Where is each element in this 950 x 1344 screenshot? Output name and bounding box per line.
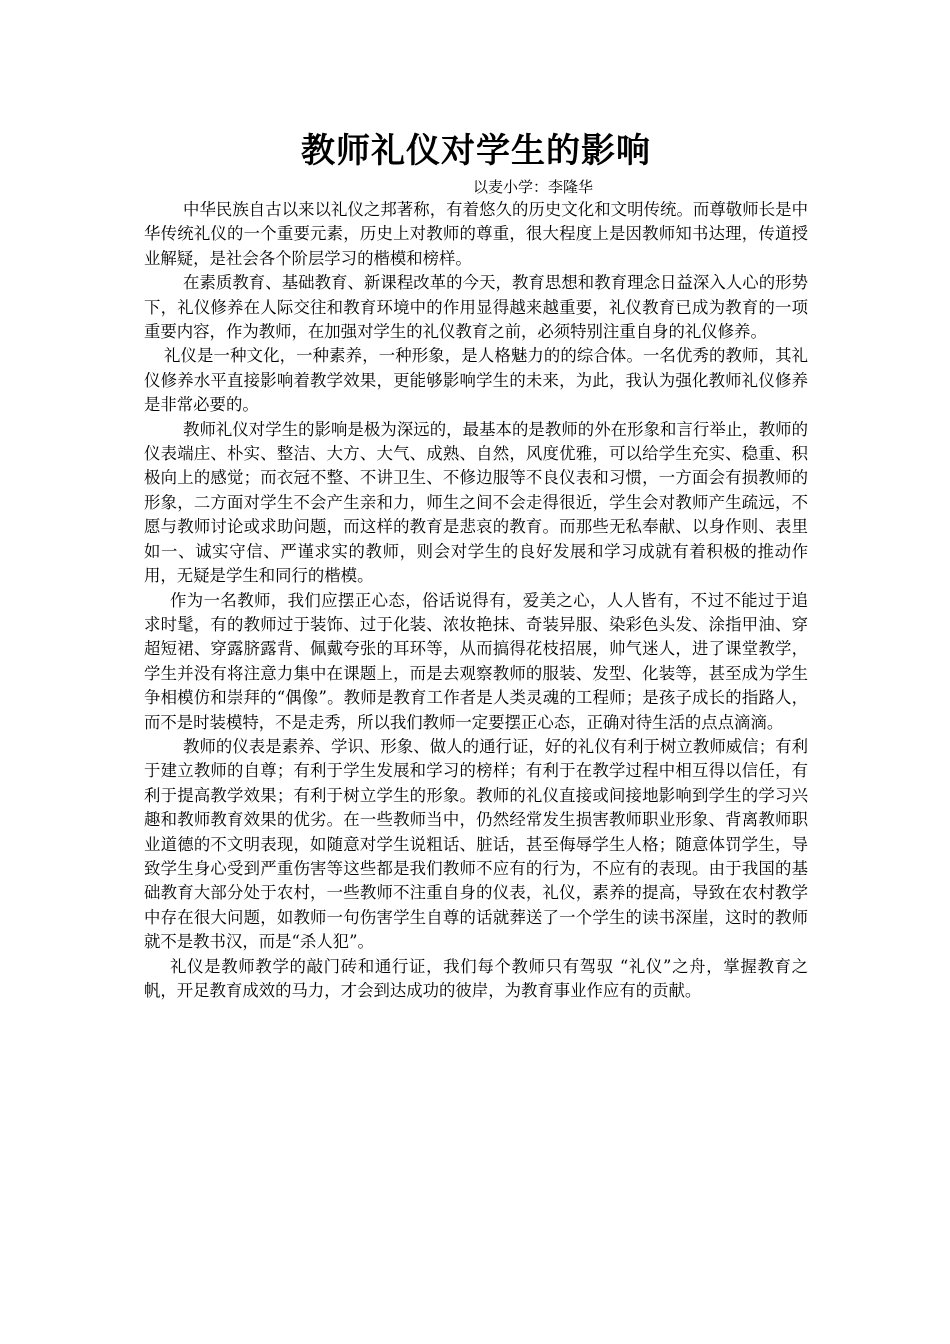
paragraph-6: 教师的仪表是素养、学识、形象、做人的通行证，好的礼仪有利于树立教师威信；有利于建立教师的自尊；有利于学生发展和学习的榜样；有利于在教学过程中相互得以信任，有利于提高教学效果；有利于树立学生的形象。教师的礼仪直接或间接地影响到学生的学习兴趣和教师教育效果的优劣。在一些教师当中，仍然经常发生损害教师职业形象、背离教师职业道德的不文明表现，如随意对学生说粗话、脏话，甚至侮辱学生人格；随意体罚学生，导致学生身心受到严重伤害等这些都是我们教师不应有的行为，不应有的表现。由于我国的基础教育大部分处于农村，一些教师不注重自身的仪表，礼仪，素养的提高，导致在农村教学中存在很大问题，如教师一句伤害学生自尊的话就葬送了一个学生的读书深崖，这时的教师就不是教书汉，而是“杀人犯”。 <box>144 736 808 952</box>
author-line: 以麦小学：李隆华 <box>473 178 594 196</box>
paragraph-2: 在素质教育、基础教育、新课程改革的今天，教育思想和教育理念日益深入人心的形势下，礼仪修养在人际交往和教育环境中的作用显得越来越重要，礼仪教育已成为教育的一项重要内容，作为教师，在加强对学生的礼仪教育之前，必须特别注重自身的礼仪修养。 <box>144 273 808 342</box>
paragraph-7: 礼仪是教师教学的敲门砖和通行证，我们每个教师只有驾驭 “礼仪”之舟，掌握教育之帆，开足教育成效的马力，才会到达成功的彼岸，为教育事业作应有的贡献。 <box>144 956 808 1000</box>
paragraph-3: 礼仪是一种文化，一种素养，一种形象，是人格魅力的的综合体。一名优秀的教师，其礼仪修养水平直接影响着教学效果，更能够影响学生的未来，为此，我认为强化教师礼仪修养是非常必要的。 <box>144 346 808 415</box>
paragraph-5: 作为一名教师，我们应摆正心态，俗话说得有，爱美之心，人人皆有，不过不能过于追求时髦，有的教师过于装饰、过于化装、浓妆艳抹、奇装异服、染彩色头发、涂指甲油、穿超短裙、穿露脐露背、佩戴夸张的耳环等，从而搞得花枝招展，帅气迷人，进了课堂教学，学生并没有将注意力集中在课题上，而是去观察教师的服装、发型、化装等，甚至成为学生争相模仿和崇拜的“偶像”。教师是教育工作者是人类灵魂的工程师；是孩子成长的指路人，而不是时装模特，不是走秀，所以我们教师一定要摆正心态，正确对待生活的点点滴滴。 <box>144 590 808 732</box>
paragraph-1: 中华民族自古以来以礼仪之邦著称，有着悠久的历史文化和文明传统。而尊敬师长是中华传统礼仪的一个重要元素，历史上对教师的尊重，很大程度上是因教师知书达理，传道授业解疑，是社会各个阶层学习的楷模和榜样。 <box>144 200 808 268</box>
document-page <box>144 126 808 1003</box>
paragraph-4: 教师礼仪对学生的影响是极为深远的，最基本的是教师的外在形象和言行举止，教师的仪表端庄、朴实、整洁、大方、大气、成熟、自然，风度优雅，可以给学生充实、稳重、积极向上的感觉；而衣冠不整、不讲卫生、不修边服等不良仪表和习惯，一方面会有损教师的形象，二方面对学生不会产生亲和力，师生之间不会走得很近，学生会对教师产生疏远，不愿与教师讨论或求助问题，而这样的教育是悲哀的教育。而那些无私奉献、以身作则、表里如一、诚实守信、严谨求实的教师，则会对学生的良好发展和学习成就有着积极的推动作用，无疑是学生和同行的楷模。 <box>144 419 808 586</box>
document-title: 教师礼仪对学生的影响 <box>301 131 651 171</box>
